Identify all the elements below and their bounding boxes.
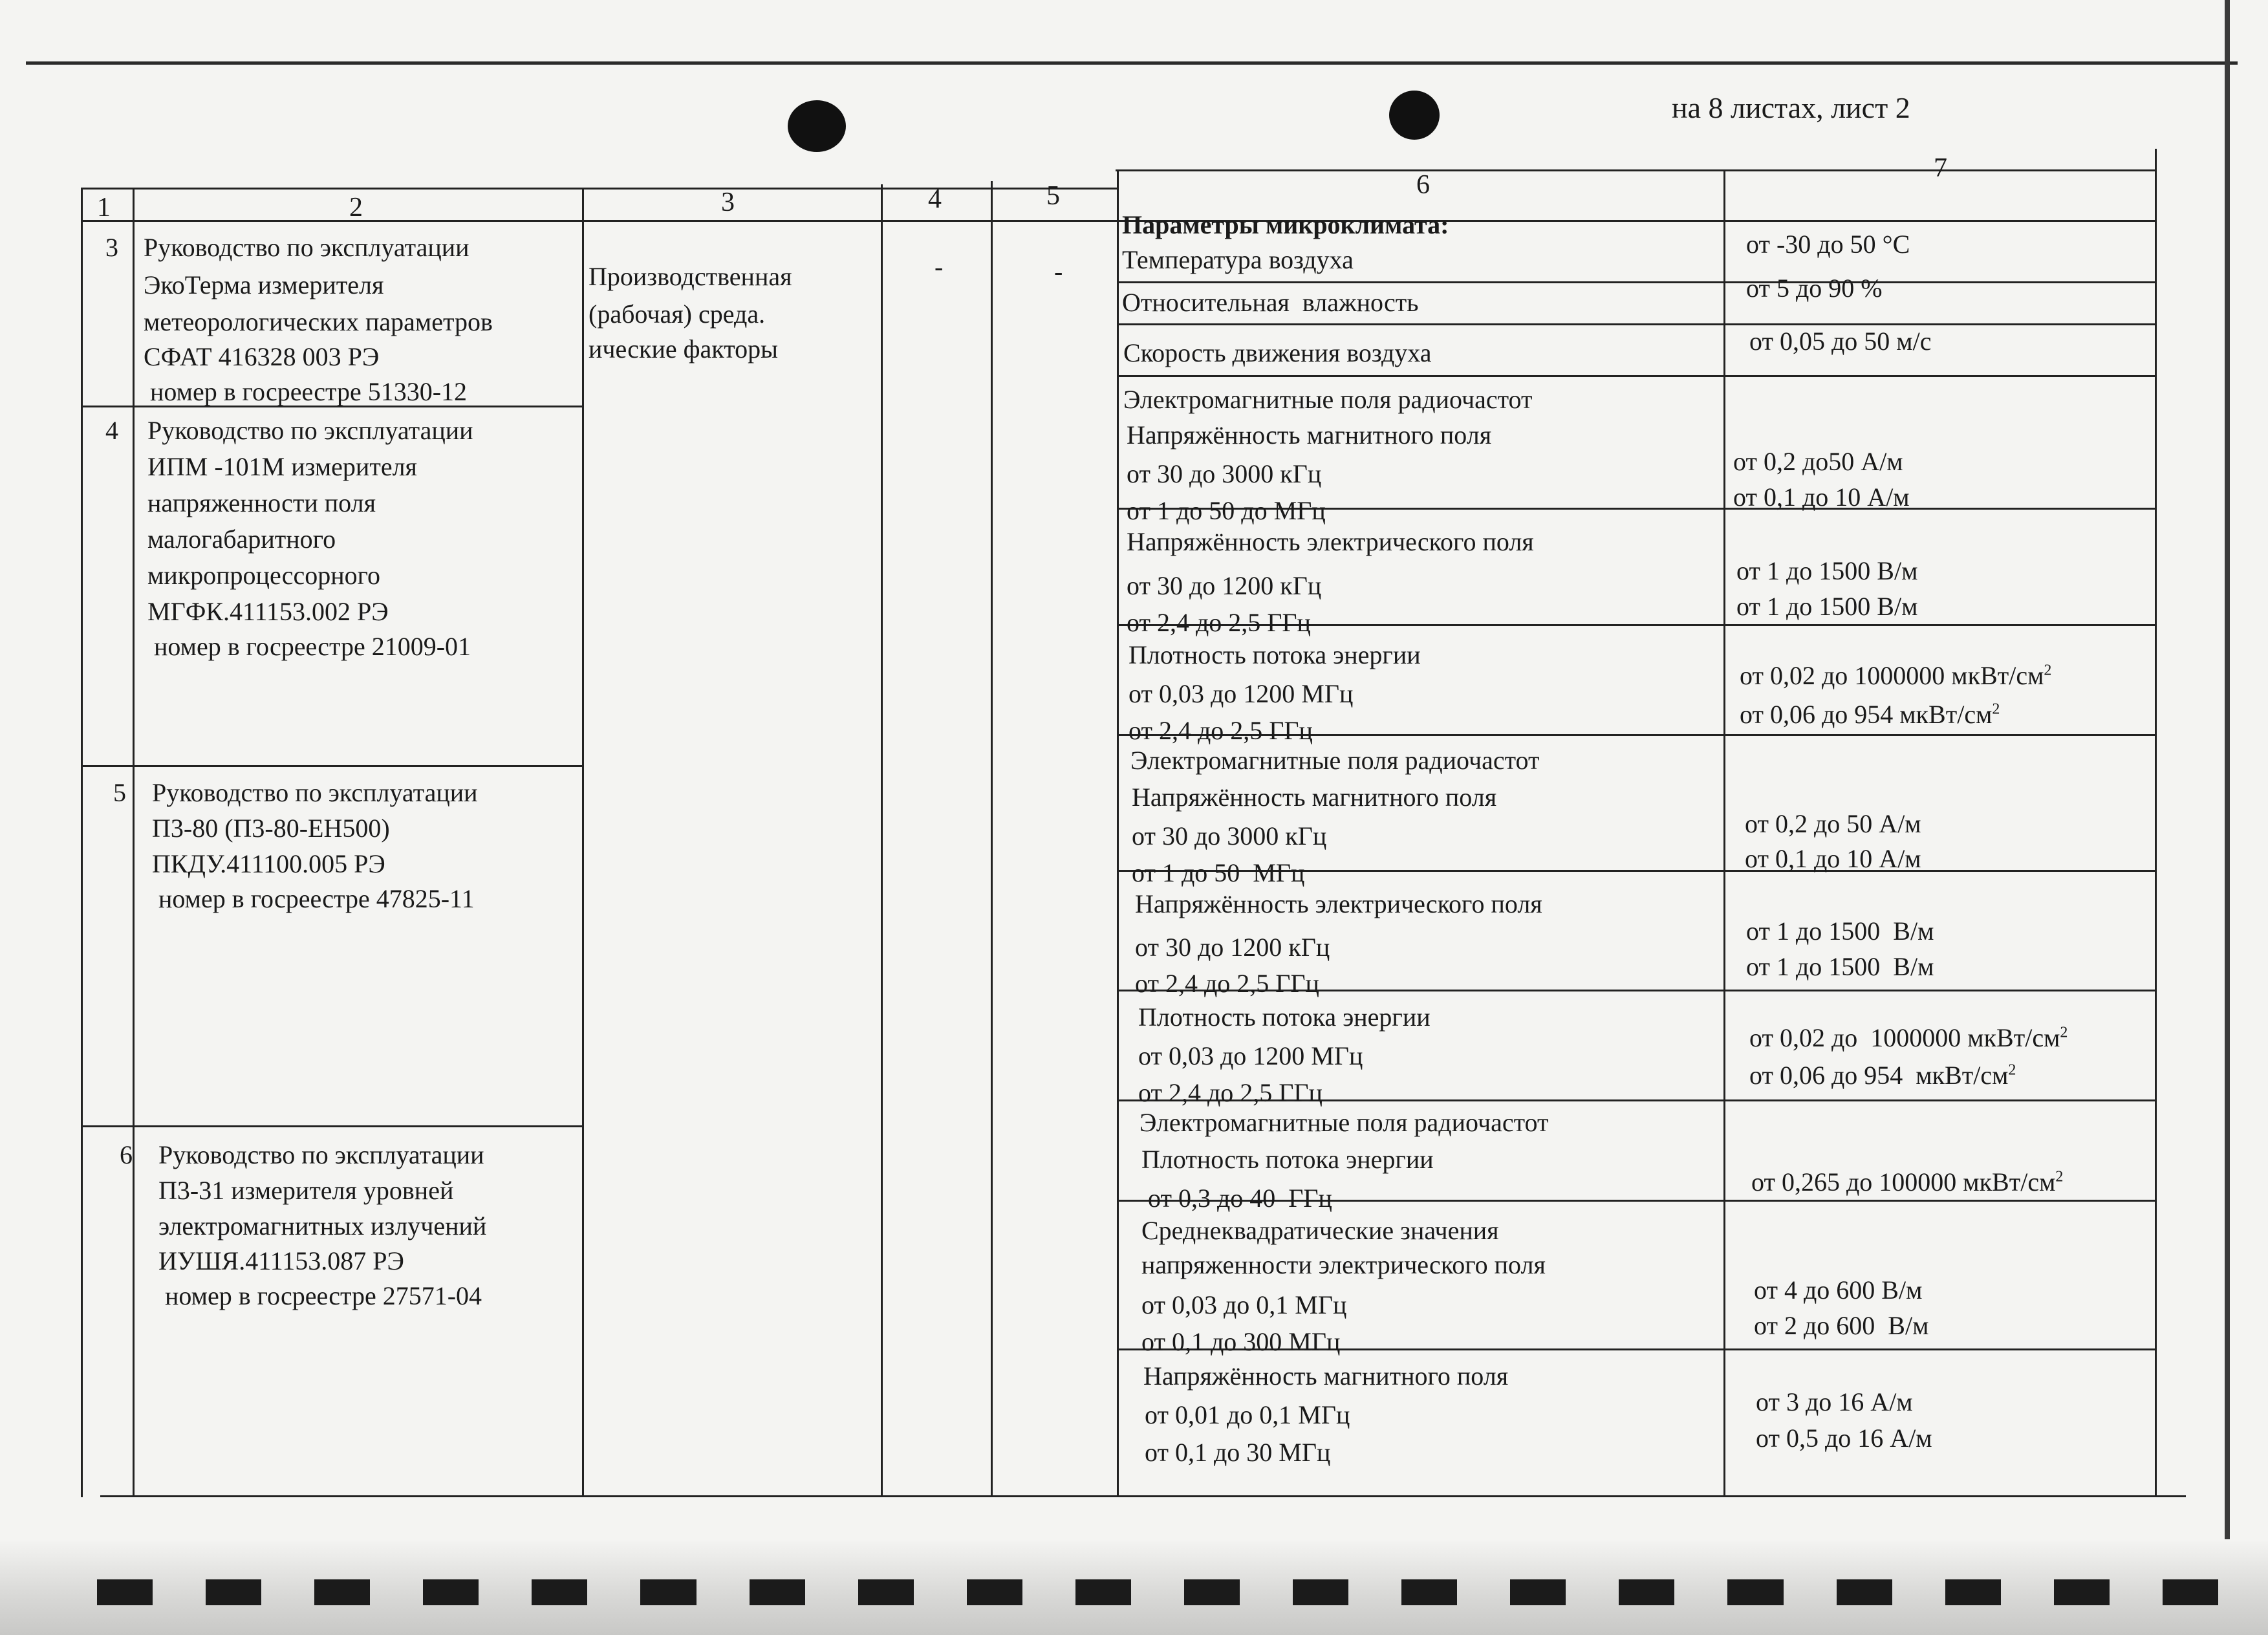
param-line: Напряжённость магнитного поля	[1127, 420, 1492, 449]
binding-mark	[1401, 1579, 1457, 1605]
doc-line: электромагнитных излучений	[158, 1211, 487, 1240]
param-line: от 2,4 до 2,5 ГГц	[1135, 969, 1319, 998]
param-line: от 1 до 50 МГц	[1132, 858, 1305, 887]
header-col-1: 1	[97, 193, 111, 222]
param-value: от 3 до 16 А/м	[1756, 1387, 1913, 1416]
binding-mark	[967, 1579, 1022, 1605]
punch-hole-right	[1389, 91, 1440, 140]
table-line	[81, 188, 1119, 189]
row-number: 4	[105, 416, 118, 445]
header-col-5: 5	[1046, 181, 1060, 211]
binding-mark	[532, 1579, 587, 1605]
binding-strip	[97, 1579, 2218, 1605]
param-line: от 0,3 до 40 ГГц	[1141, 1184, 1332, 1213]
col-line-3	[582, 188, 584, 1497]
col3-line: Производственная	[589, 262, 792, 291]
param-line: от 1 до 50 до МГц	[1127, 496, 1326, 525]
page-right-edge	[2225, 0, 2230, 1635]
param-value: от 1 до 1500 В/м	[1736, 592, 1918, 621]
doc-line: ИУШЯ.411153.087 РЭ	[158, 1246, 404, 1275]
binding-mark	[2163, 1579, 2218, 1605]
param-line: Напряжённость электрического поля	[1127, 527, 1534, 556]
binding-mark	[423, 1579, 479, 1605]
col-line-4	[881, 184, 883, 1497]
param-line: от 30 до 3000 кГц	[1132, 821, 1327, 850]
doc-line: П3-80 (П3-80-ЕН500)	[152, 814, 390, 843]
param-rule	[1117, 281, 2157, 283]
param-value: от 0,2 до 50 А/м	[1745, 809, 1921, 838]
doc-line: номер в госреестре 27571-04	[158, 1281, 482, 1310]
param-value: от 0,1 до 10 А/м	[1733, 482, 1910, 512]
doc-line: Руководство по эксплуатации	[152, 778, 478, 807]
param-value: от 1 до 1500 В/м	[1746, 916, 1934, 946]
param-line: от 30 до 1200 кГц	[1127, 571, 1322, 600]
param-value: от 5 до 90 %	[1746, 274, 1883, 303]
header-col-3: 3	[721, 188, 735, 217]
param-value: от 1 до 1500 В/м	[1746, 952, 1934, 981]
param-line: Плотность потока энергии	[1138, 1002, 1431, 1032]
doc-line: метеорологических параметров	[144, 307, 493, 336]
binding-mark	[858, 1579, 914, 1605]
binding-mark	[1837, 1579, 1892, 1605]
row-number: 5	[113, 778, 126, 807]
param-line: от 2,4 до 2,5 ГГц	[1129, 716, 1313, 745]
table-bottom	[100, 1495, 2186, 1497]
col-line-8	[2155, 149, 2157, 1497]
param-value: от 0,05 до 50 м/с	[1749, 327, 1932, 356]
row-rule	[81, 765, 584, 767]
col-line-7	[1723, 169, 1725, 1497]
col3-line: (рабочая) среда.	[589, 299, 766, 329]
param-line: Относительная влажность	[1122, 288, 1419, 317]
row-number: 6	[120, 1140, 133, 1169]
binding-mark	[314, 1579, 370, 1605]
doc-line: ЭкоТерма измерителя	[144, 270, 384, 299]
page-top-edge	[26, 61, 2238, 65]
param-line: напряженности электрического поля	[1141, 1250, 1546, 1279]
binding-mark	[1945, 1579, 2001, 1605]
param-value: от 4 до 600 В/м	[1754, 1275, 1923, 1305]
param-line: Скорость движения воздуха	[1123, 338, 1432, 367]
param-value: от 0,5 до 16 А/м	[1756, 1424, 1932, 1453]
param-value: от 0,265 до 100000 мкВт/$см^2$	[1751, 1167, 2064, 1196]
param-line: от 2,4 до 2,5 ГГц	[1127, 608, 1311, 637]
header-rule	[81, 220, 2157, 222]
param-rule	[1117, 323, 2157, 325]
param-line: от 30 до 1200 кГц	[1135, 933, 1330, 962]
param-line: от 0,03 до 1200 МГц	[1129, 679, 1354, 708]
doc-line: Руководство по эксплуатации	[144, 233, 470, 262]
header-col-7: 7	[1934, 153, 1947, 183]
doc-line: номер в госреестре 51330-12	[144, 377, 468, 406]
param-value: от 1 до 1500 В/м	[1736, 556, 1918, 585]
binding-mark	[1619, 1579, 1674, 1605]
param-line: Электромагнитные поля радиочастот	[1123, 385, 1533, 414]
binding-mark	[1184, 1579, 1240, 1605]
param-line: Температура воздуха	[1122, 245, 1354, 274]
table-line	[1116, 169, 2157, 171]
binding-mark	[1510, 1579, 1566, 1605]
param-line: Напряжённость магнитного поля	[1132, 783, 1497, 812]
doc-line: СФАТ 416328 003 РЭ	[144, 342, 380, 371]
header-col-4: 4	[928, 184, 942, 214]
param-value: от 0,1 до 10 А/м	[1745, 844, 1921, 873]
doc-line: напряженности поля	[147, 488, 376, 517]
param-line: от 0,03 до 1200 МГц	[1138, 1041, 1363, 1070]
binding-mark	[640, 1579, 696, 1605]
binding-mark	[1075, 1579, 1131, 1605]
doc-line: малогабаритного	[147, 525, 336, 554]
binding-mark	[750, 1579, 805, 1605]
header-col-2: 2	[349, 193, 363, 222]
doc-line: ИПМ -101М измерителя	[147, 452, 417, 481]
binding-mark	[1727, 1579, 1783, 1605]
col-line-5	[991, 181, 993, 1497]
param-line: Среднеквадратические значения	[1141, 1216, 1499, 1245]
param-line: от 0,1 до 300 МГц	[1141, 1327, 1341, 1356]
param-line: от 0,03 до 0,1 МГц	[1141, 1290, 1347, 1319]
param-value: от 0,2 до50 А/м	[1733, 447, 1903, 476]
param-line: Плотность потока энергии	[1141, 1145, 1434, 1174]
param-line: от 0,01 до 0,1 МГц	[1145, 1400, 1350, 1429]
doc-line: П3-31 измерителя уровней	[158, 1176, 454, 1205]
doc-line: МГФК.411153.002 РЭ	[147, 597, 389, 626]
binding-mark	[2054, 1579, 2110, 1605]
col-line-6	[1117, 169, 1119, 1497]
binding-mark	[1293, 1579, 1348, 1605]
param-rule	[1117, 375, 2157, 377]
param-line: от 0,1 до 30 МГц	[1145, 1438, 1331, 1467]
col4-dash: -	[934, 252, 944, 281]
col-line-1	[81, 188, 83, 1497]
param-line: от 2,4 до 2,5 ГГц	[1138, 1078, 1323, 1107]
param-value: от 0,06 до 954 мкВт/$см^2$	[1749, 1061, 2016, 1090]
doc-line: номер в госреестре 21009-01	[147, 632, 471, 661]
doc-line: микропроцессорного	[147, 561, 381, 590]
header-col-6: 6	[1416, 170, 1430, 200]
param-line: Электромагнитные поля радиочастот	[1139, 1108, 1549, 1137]
param-line: от 30 до 3000 кГц	[1127, 459, 1322, 488]
doc-line: ПКДУ.411100.005 РЭ	[152, 849, 385, 878]
col3-line: ические факторы	[589, 334, 779, 363]
sheet-label: на 8 листах, лист 2	[1672, 91, 1910, 124]
punch-hole-left	[788, 100, 846, 152]
param-value: от 2 до 600 В/м	[1754, 1311, 1929, 1340]
param-line: Напряжённость электрического поля	[1135, 889, 1542, 918]
param-value: от 0,02 до 1000000 мкВт/$см^2$	[1749, 1023, 2068, 1052]
doc-line: номер в госреестре 47825-11	[152, 884, 475, 913]
row-number: 3	[105, 233, 118, 262]
param-value: от -30 до 50 °С	[1746, 230, 1910, 259]
binding-mark	[206, 1579, 261, 1605]
col5-dash: -	[1054, 257, 1063, 286]
row-rule	[81, 1125, 584, 1127]
param-heading: Параметры микроклимата:	[1122, 210, 1449, 239]
param-line: Напряжённость магнитного поля	[1143, 1361, 1509, 1391]
param-value: от 0,06 до 954 мкВт/$см^2$	[1740, 700, 2000, 729]
param-value: от 0,02 до 1000000 мкВт/$см^2$	[1740, 661, 2052, 690]
param-line: Плотность потока энергии	[1129, 640, 1421, 669]
doc-line: Руководство по эксплуатации	[158, 1140, 484, 1169]
binding-mark	[97, 1579, 153, 1605]
param-line: Электромагнитные поля радиочастот	[1130, 746, 1540, 775]
col-line-2	[133, 188, 135, 1497]
doc-line: Руководство по эксплуатации	[147, 416, 473, 445]
